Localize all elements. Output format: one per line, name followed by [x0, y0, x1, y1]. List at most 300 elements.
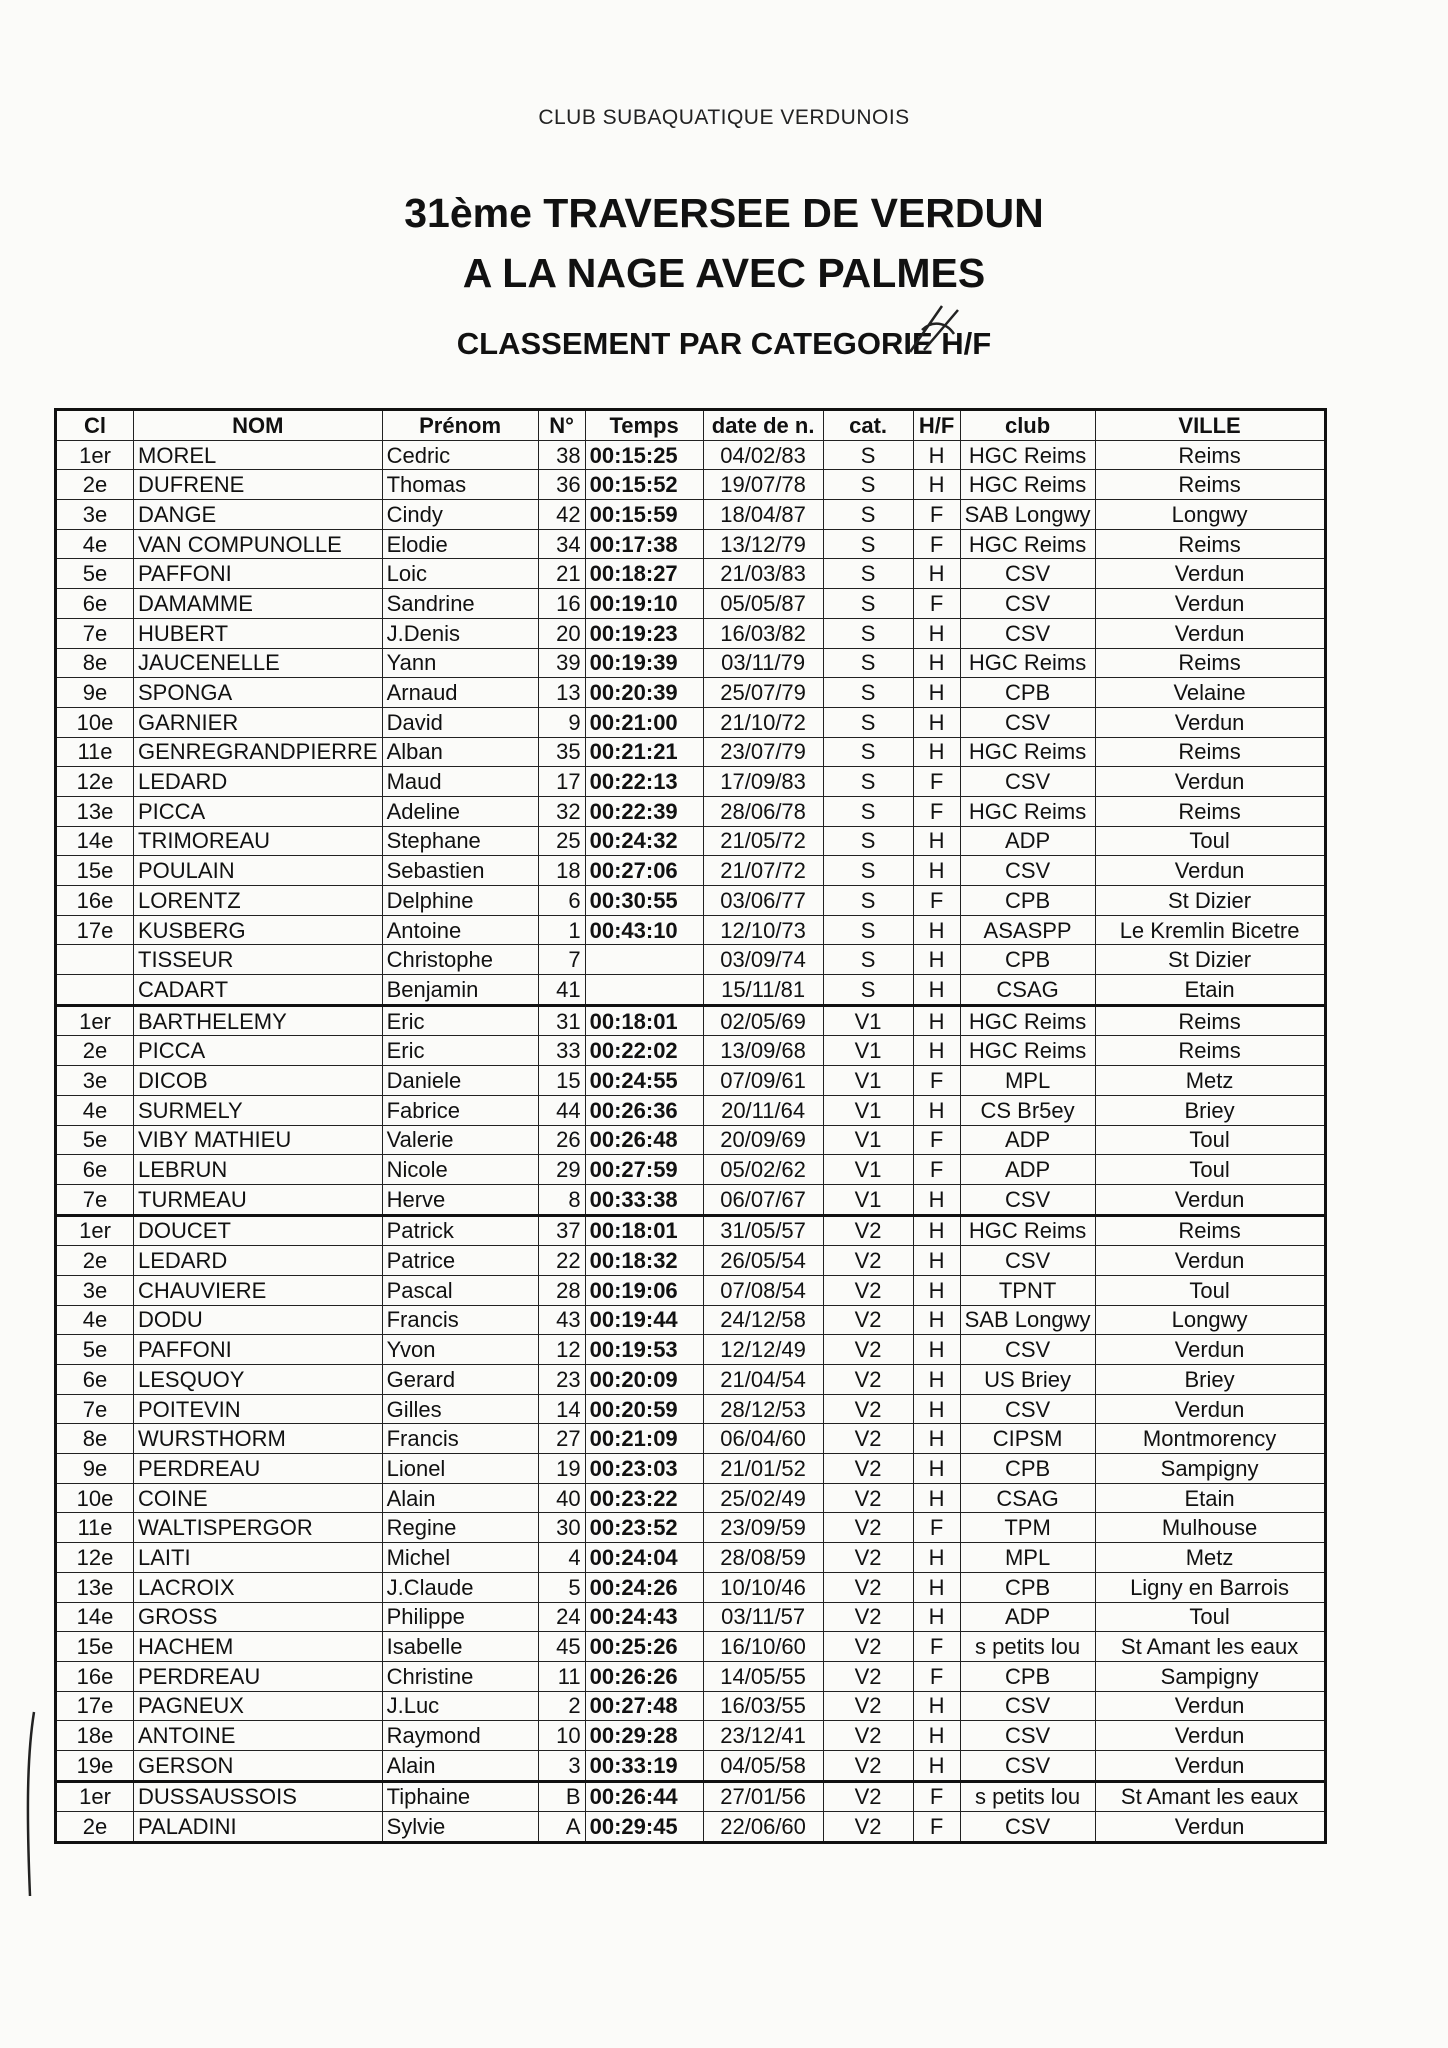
cell-club: CSAG [960, 975, 1095, 1006]
cell-last-name: DOUCET [134, 1215, 383, 1246]
cell-club: CSV [960, 856, 1095, 886]
cell-last-name: GROSS [134, 1602, 383, 1632]
cell-club: CSV [960, 707, 1095, 737]
cell-bib-number: 25 [538, 826, 585, 856]
cell-last-name: LACROIX [134, 1572, 383, 1602]
cell-club: CPB [960, 945, 1095, 975]
cell-rank: 7e [56, 618, 134, 648]
cell-last-name: HUBERT [134, 618, 383, 648]
cell-time: 00:22:13 [585, 767, 703, 797]
cell-birth-date: 25/07/79 [703, 678, 823, 708]
cell-category: S [823, 678, 913, 708]
cell-gender: F [913, 1661, 960, 1691]
cell-time: 00:30:55 [585, 886, 703, 916]
table-row [56, 1572, 1326, 1602]
cell-rank: 4e [56, 1305, 134, 1335]
cell-time: 00:19:53 [585, 1335, 703, 1365]
header-col-club: club [960, 410, 1095, 441]
cell-bib-number: 21 [538, 559, 585, 589]
cell-gender: H [913, 470, 960, 500]
ranking-subtitle: CLASSEMENT PAR CATEGORIE H/F [456, 326, 992, 361]
table-row [56, 1066, 1326, 1096]
cell-birth-date: 07/09/61 [703, 1066, 823, 1096]
cell-rank: 15e [56, 1632, 134, 1662]
cell-club: CIPSM [960, 1424, 1095, 1454]
cell-city: Longwy [1095, 1305, 1325, 1335]
cell-last-name: PAFFONI [134, 1335, 383, 1365]
cell-time: 00:24:04 [585, 1543, 703, 1573]
cell-birth-date: 20/11/64 [703, 1095, 823, 1125]
cell-gender: H [913, 856, 960, 886]
cell-first-name: Loic [382, 559, 538, 589]
table-row [56, 1781, 1326, 1812]
cell-category: V2 [823, 1632, 913, 1662]
cell-club: CPB [960, 1454, 1095, 1484]
cell-last-name: LEDARD [134, 1246, 383, 1276]
cell-club: HGC Reims [960, 737, 1095, 767]
table-row [56, 1454, 1326, 1484]
cell-city: Verdun [1095, 1750, 1325, 1781]
cell-first-name: Yvon [382, 1335, 538, 1365]
cell-club: CSV [960, 618, 1095, 648]
cell-city: Sampigny [1095, 1661, 1325, 1691]
cell-birth-date: 21/10/72 [703, 707, 823, 737]
cell-rank: 13e [56, 1572, 134, 1602]
cell-category: S [823, 648, 913, 678]
cell-first-name: Patrick [382, 1215, 538, 1246]
cell-category: V2 [823, 1335, 913, 1365]
cell-gender: H [913, 1543, 960, 1573]
cell-city: Reims [1095, 1005, 1325, 1036]
cell-bib-number: 29 [538, 1155, 585, 1185]
cell-time: 00:19:44 [585, 1305, 703, 1335]
table-row [56, 707, 1326, 737]
cell-club: HGC Reims [960, 1005, 1095, 1036]
cell-birth-date: 18/04/87 [703, 500, 823, 530]
cell-rank: 2e [56, 1036, 134, 1066]
cell-time: 00:15:59 [585, 500, 703, 530]
cell-bib-number: 33 [538, 1036, 585, 1066]
cell-first-name: Cindy [382, 500, 538, 530]
cell-gender: H [913, 1036, 960, 1066]
cell-rank: 5e [56, 559, 134, 589]
cell-category: V1 [823, 1184, 913, 1215]
cell-birth-date: 14/05/55 [703, 1661, 823, 1691]
cell-city: Reims [1095, 796, 1325, 826]
cell-bib-number: 1 [538, 915, 585, 945]
table-row [56, 1394, 1326, 1424]
cell-rank: 11e [56, 1513, 134, 1543]
cell-category: V1 [823, 1036, 913, 1066]
cell-club: HGC Reims [960, 529, 1095, 559]
cell-birth-date: 05/02/62 [703, 1155, 823, 1185]
cell-first-name: J.Claude [382, 1572, 538, 1602]
cell-time: 00:24:55 [585, 1066, 703, 1096]
margin-pen-stroke [18, 1710, 48, 1900]
cell-city: Toul [1095, 1155, 1325, 1185]
table-row [56, 648, 1326, 678]
cell-birth-date: 06/07/67 [703, 1184, 823, 1215]
cell-last-name: PAGNEUX [134, 1691, 383, 1721]
cell-club: TPNT [960, 1275, 1095, 1305]
cell-bib-number: 42 [538, 500, 585, 530]
table-row [56, 1036, 1326, 1066]
cell-first-name: Alain [382, 1483, 538, 1513]
cell-first-name: Fabrice [382, 1095, 538, 1125]
cell-birth-date: 25/02/49 [703, 1483, 823, 1513]
cell-last-name: VIBY MATHIEU [134, 1125, 383, 1155]
cell-time: 00:33:38 [585, 1184, 703, 1215]
cell-bib-number: 39 [538, 648, 585, 678]
cell-birth-date: 19/07/78 [703, 470, 823, 500]
cell-club: CSV [960, 1184, 1095, 1215]
cell-category: V2 [823, 1781, 913, 1812]
cell-city: Etain [1095, 975, 1325, 1006]
cell-first-name: Gilles [382, 1394, 538, 1424]
cell-first-name: Sandrine [382, 589, 538, 619]
cell-last-name: GERSON [134, 1750, 383, 1781]
cell-last-name: POULAIN [134, 856, 383, 886]
cell-gender: F [913, 886, 960, 916]
cell-last-name: MOREL [134, 440, 383, 470]
table-body [56, 440, 1326, 1842]
cell-last-name: GENREGRANDPIERRE [134, 737, 383, 767]
cell-city: Verdun [1095, 1394, 1325, 1424]
cell-category: V1 [823, 1095, 913, 1125]
cell-first-name: Sylvie [382, 1812, 538, 1843]
cell-gender: H [913, 559, 960, 589]
cell-last-name: COINE [134, 1483, 383, 1513]
cell-first-name: Francis [382, 1424, 538, 1454]
cell-bib-number: B [538, 1781, 585, 1812]
cell-time [585, 975, 703, 1006]
cell-birth-date: 21/05/72 [703, 826, 823, 856]
table-row [56, 1215, 1326, 1246]
cell-time: 00:43:10 [585, 915, 703, 945]
cell-bib-number: 37 [538, 1215, 585, 1246]
cell-time: 00:20:59 [585, 1394, 703, 1424]
cell-city: Toul [1095, 1275, 1325, 1305]
cell-time: 00:18:01 [585, 1215, 703, 1246]
cell-birth-date: 03/11/79 [703, 648, 823, 678]
cell-bib-number: 40 [538, 1483, 585, 1513]
cell-bib-number: 7 [538, 945, 585, 975]
cell-club: ADP [960, 1602, 1095, 1632]
cell-gender: F [913, 500, 960, 530]
cell-time: 00:24:43 [585, 1602, 703, 1632]
cell-bib-number: 30 [538, 1513, 585, 1543]
cell-category: V2 [823, 1365, 913, 1395]
cell-category: V2 [823, 1246, 913, 1276]
cell-birth-date: 21/07/72 [703, 856, 823, 886]
cell-rank: 18e [56, 1721, 134, 1751]
cell-category: V1 [823, 1005, 913, 1036]
cell-city: Toul [1095, 826, 1325, 856]
cell-first-name: Christophe [382, 945, 538, 975]
cell-category: S [823, 618, 913, 648]
cell-last-name: HACHEM [134, 1632, 383, 1662]
cell-time: 00:27:06 [585, 856, 703, 886]
cell-birth-date: 03/11/57 [703, 1602, 823, 1632]
cell-category: S [823, 440, 913, 470]
cell-rank: 2e [56, 470, 134, 500]
cell-city: Longwy [1095, 500, 1325, 530]
cell-time: 00:27:48 [585, 1691, 703, 1721]
cell-bib-number: 20 [538, 618, 585, 648]
cell-rank: 5e [56, 1335, 134, 1365]
cell-category: S [823, 589, 913, 619]
cell-gender: F [913, 1632, 960, 1662]
cell-gender: H [913, 1483, 960, 1513]
cell-time: 00:19:06 [585, 1275, 703, 1305]
table-row [56, 796, 1326, 826]
cell-category: S [823, 707, 913, 737]
table-row [56, 1602, 1326, 1632]
table-row [56, 945, 1326, 975]
ranking-table [54, 408, 1327, 1844]
cell-club: CSV [960, 1721, 1095, 1751]
cell-city: Metz [1095, 1066, 1325, 1096]
cell-city: Metz [1095, 1543, 1325, 1573]
cell-bib-number: 38 [538, 440, 585, 470]
cell-birth-date: 16/03/55 [703, 1691, 823, 1721]
cell-first-name: Lionel [382, 1454, 538, 1484]
cell-time: 00:26:36 [585, 1095, 703, 1125]
cell-last-name: BARTHELEMY [134, 1005, 383, 1036]
cell-last-name: TISSEUR [134, 945, 383, 975]
header-col-birthdate: date de n. [703, 410, 823, 441]
cell-rank: 13e [56, 796, 134, 826]
cell-category: S [823, 886, 913, 916]
cell-time [585, 945, 703, 975]
cell-first-name: Herve [382, 1184, 538, 1215]
header-col-city: VILLE [1095, 410, 1325, 441]
cell-birth-date: 04/02/83 [703, 440, 823, 470]
table-row [56, 1155, 1326, 1185]
table-row [56, 737, 1326, 767]
cell-bib-number: 41 [538, 975, 585, 1006]
cell-gender: F [913, 796, 960, 826]
table-row [56, 767, 1326, 797]
cell-category: S [823, 915, 913, 945]
cell-city: Etain [1095, 1483, 1325, 1513]
cell-city: Verdun [1095, 1246, 1325, 1276]
cell-bib-number: 36 [538, 470, 585, 500]
cell-bib-number: 13 [538, 678, 585, 708]
cell-time: 00:19:10 [585, 589, 703, 619]
cell-gender: H [913, 1246, 960, 1276]
cell-club: ADP [960, 1155, 1095, 1185]
cell-rank: 11e [56, 737, 134, 767]
cell-club: CPB [960, 886, 1095, 916]
cell-club: SAB Longwy [960, 1305, 1095, 1335]
cell-gender: H [913, 1602, 960, 1632]
table-row [56, 1691, 1326, 1721]
cell-birth-date: 28/08/59 [703, 1543, 823, 1573]
table-row [56, 589, 1326, 619]
cell-first-name: Yann [382, 648, 538, 678]
cell-rank: 3e [56, 1066, 134, 1096]
cell-bib-number: 35 [538, 737, 585, 767]
cell-last-name: VAN COMPUNOLLE [134, 529, 383, 559]
cell-category: S [823, 529, 913, 559]
cell-birth-date: 23/12/41 [703, 1721, 823, 1751]
cell-birth-date: 28/06/78 [703, 796, 823, 826]
cell-club: CS Br5ey [960, 1095, 1095, 1125]
cell-category: V2 [823, 1424, 913, 1454]
cell-bib-number: 32 [538, 796, 585, 826]
cell-club: CSV [960, 1246, 1095, 1276]
cell-last-name: DANGE [134, 500, 383, 530]
cell-rank: 14e [56, 826, 134, 856]
cell-rank: 10e [56, 1483, 134, 1513]
cell-birth-date: 23/07/79 [703, 737, 823, 767]
cell-first-name: Patrice [382, 1246, 538, 1276]
cell-first-name: Benjamin [382, 975, 538, 1006]
cell-gender: F [913, 1155, 960, 1185]
table-row [56, 1005, 1326, 1036]
cell-birth-date: 21/03/83 [703, 559, 823, 589]
cell-time: 00:20:39 [585, 678, 703, 708]
cell-rank: 14e [56, 1602, 134, 1632]
cell-bib-number: 18 [538, 856, 585, 886]
cell-first-name: Maud [382, 767, 538, 797]
cell-category: V2 [823, 1215, 913, 1246]
cell-city: Verdun [1095, 1184, 1325, 1215]
cell-last-name: PERDREAU [134, 1661, 383, 1691]
cell-gender: F [913, 767, 960, 797]
cell-club: HGC Reims [960, 1036, 1095, 1066]
cell-club: CSV [960, 1335, 1095, 1365]
cell-time: 00:19:23 [585, 618, 703, 648]
cell-city: Briey [1095, 1365, 1325, 1395]
cell-rank: 12e [56, 1543, 134, 1573]
cell-first-name: J.Luc [382, 1691, 538, 1721]
cell-city: Briey [1095, 1095, 1325, 1125]
cell-rank: 6e [56, 589, 134, 619]
cell-gender: H [913, 1095, 960, 1125]
cell-time: 00:26:48 [585, 1125, 703, 1155]
cell-gender: H [913, 440, 960, 470]
cell-first-name: Philippe [382, 1602, 538, 1632]
cell-city: Verdun [1095, 1335, 1325, 1365]
table-row [56, 1184, 1326, 1215]
cell-gender: H [913, 1454, 960, 1484]
cell-gender: H [913, 1572, 960, 1602]
cell-time: 00:29:28 [585, 1721, 703, 1751]
cell-gender: F [913, 529, 960, 559]
cell-first-name: Sebastien [382, 856, 538, 886]
cell-city: Le Kremlin Bicetre [1095, 915, 1325, 945]
cell-time: 00:24:32 [585, 826, 703, 856]
cell-gender: H [913, 707, 960, 737]
cell-club: CSV [960, 1812, 1095, 1843]
cell-time: 00:29:45 [585, 1812, 703, 1843]
table-row [56, 1246, 1326, 1276]
cell-gender: H [913, 945, 960, 975]
cell-bib-number: 8 [538, 1184, 585, 1215]
cell-birth-date: 24/12/58 [703, 1305, 823, 1335]
cell-category: V2 [823, 1661, 913, 1691]
cell-city: Ligny en Barrois [1095, 1572, 1325, 1602]
cell-first-name: Regine [382, 1513, 538, 1543]
cell-city: Sampigny [1095, 1454, 1325, 1484]
table-row [56, 1543, 1326, 1573]
cell-rank: 6e [56, 1365, 134, 1395]
cell-time: 00:17:38 [585, 529, 703, 559]
cell-last-name: SURMELY [134, 1095, 383, 1125]
cell-first-name: Alain [382, 1750, 538, 1781]
cell-gender: H [913, 737, 960, 767]
cell-rank: 12e [56, 767, 134, 797]
cell-club: ASASPP [960, 915, 1095, 945]
cell-last-name: PAFFONI [134, 559, 383, 589]
cell-last-name: SPONGA [134, 678, 383, 708]
cell-gender: H [913, 1365, 960, 1395]
cell-last-name: DUFRENE [134, 470, 383, 500]
cell-birth-date: 16/10/60 [703, 1632, 823, 1662]
cell-rank: 19e [56, 1750, 134, 1781]
table-row [56, 1335, 1326, 1365]
table-row [56, 500, 1326, 530]
cell-last-name: TURMEAU [134, 1184, 383, 1215]
cell-birth-date: 07/08/54 [703, 1275, 823, 1305]
cell-time: 00:23:52 [585, 1513, 703, 1543]
cell-category: S [823, 767, 913, 797]
cell-city: Reims [1095, 470, 1325, 500]
cell-club: TPM [960, 1513, 1095, 1543]
cell-bib-number: 4 [538, 1543, 585, 1573]
cell-first-name: Francis [382, 1305, 538, 1335]
table-row [56, 1513, 1326, 1543]
cell-first-name: Gerard [382, 1365, 538, 1395]
cell-category: V2 [823, 1543, 913, 1573]
cell-category: V2 [823, 1275, 913, 1305]
cell-first-name: Delphine [382, 886, 538, 916]
cell-rank: 16e [56, 886, 134, 916]
cell-club: CSV [960, 589, 1095, 619]
header-col-number: N° [538, 410, 585, 441]
cell-city: Verdun [1095, 1812, 1325, 1843]
cell-club: CSV [960, 1394, 1095, 1424]
cell-birth-date: 06/04/60 [703, 1424, 823, 1454]
cell-rank: 8e [56, 648, 134, 678]
cell-birth-date: 21/01/52 [703, 1454, 823, 1484]
cell-rank: 9e [56, 678, 134, 708]
cell-city: St Dizier [1095, 886, 1325, 916]
cell-category: V2 [823, 1513, 913, 1543]
cell-last-name: PICCA [134, 796, 383, 826]
cell-gender: H [913, 1691, 960, 1721]
cell-rank: 1er [56, 1215, 134, 1246]
cell-city: Reims [1095, 1036, 1325, 1066]
cell-birth-date: 03/06/77 [703, 886, 823, 916]
cell-last-name: LAITI [134, 1543, 383, 1573]
cell-last-name: GARNIER [134, 707, 383, 737]
cell-bib-number: 5 [538, 1572, 585, 1602]
cell-city: Verdun [1095, 559, 1325, 589]
cell-birth-date: 17/09/83 [703, 767, 823, 797]
table-row [56, 559, 1326, 589]
cell-rank [56, 975, 134, 1006]
cell-birth-date: 16/03/82 [703, 618, 823, 648]
cell-bib-number: 17 [538, 767, 585, 797]
cell-last-name: DODU [134, 1305, 383, 1335]
cell-gender: F [913, 1513, 960, 1543]
cell-time: 00:21:09 [585, 1424, 703, 1454]
cell-gender: H [913, 1335, 960, 1365]
cell-time: 00:21:21 [585, 737, 703, 767]
